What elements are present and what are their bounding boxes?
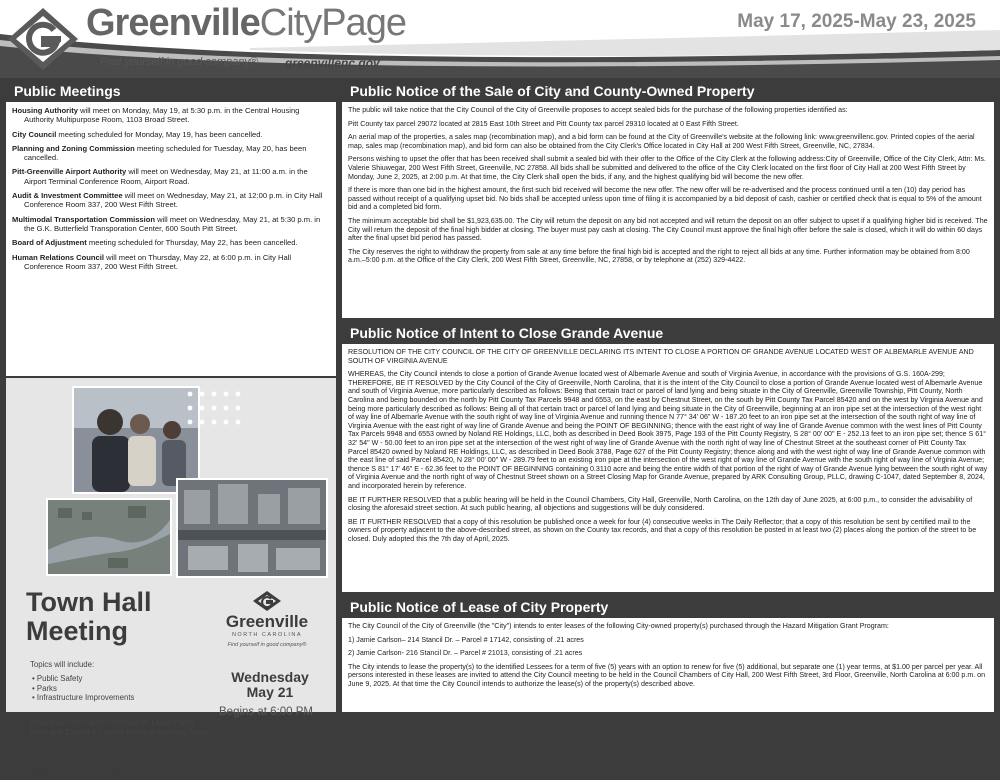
grande-notice-heading: Public Notice of Intent to Close Grande Avenue	[342, 322, 994, 344]
topic-item: • Infrastructure Improvements	[32, 693, 134, 703]
aerial-photo-downtown	[176, 478, 328, 578]
town-hall-date	[216, 670, 324, 700]
notice-paragraph: The City reserves the right to withdraw the property from sale at any time before the final high bid is accepted and the right to reject all bids at any time. Further information may be obtained from 8:00 a.m.–5:00 p.m. at the Office of the City Clerk, 200 West Fifth Street, Greenville, NC, 27858, or by telephone at (252) 329-4422.	[348, 247, 970, 265]
meeting-item: Planning and Zoning Commission meeting scheduled for Tuesday, May 20, has been cancelled.	[12, 143, 307, 163]
town-hall-time: Begins at 6:00 PM	[219, 706, 313, 718]
venue-address: 200 West Fifth Street • Greenville	[30, 768, 186, 780]
town-hall-title	[26, 588, 152, 646]
meeting-item: Board of Adjustment meeting scheduled for Thursday, May 22, has been cancelled.	[12, 238, 298, 248]
topic-item: • Parks	[32, 684, 134, 694]
town-hall-date-value: May 21	[246, 684, 294, 700]
brand-name	[86, 2, 406, 45]
right-column	[342, 80, 994, 712]
meeting-item: Housing Authority will meet on Monday, May 19, at 5:30 p.m. in the Central Housing Authority Multipurpose Room, 1103 Broad Street.	[12, 106, 300, 125]
logo-state: NORTH CAROLINA	[231, 632, 303, 638]
town-hall-title-line1: Town Hall	[26, 587, 152, 617]
aerial-photo-river	[46, 498, 172, 576]
notice-paragraph: An aerial map of the properties, a sales map (recombination map), and a bid form can be found at the City of Greenville's website at the following link: www.greenvillenc.gov. Printed copies of the aerial map, sales map (recombination map), and bid form can also be obtained from the City Clerk's Office located in City Hall at 200 West Fifth Street, Greenville, NC, 27834.	[348, 133, 975, 150]
greenville-nc-logo	[212, 590, 322, 660]
meeting-item: Pitt-Greenville Airport Authority will meet on Wednesday, May 21, at 11:00 a.m. in the Airport Terminal Conference Room, Airport Road.	[12, 167, 308, 186]
grande-notice-body	[342, 344, 994, 592]
issue-date-range: May 17, 2025-May 23, 2025	[737, 11, 976, 32]
greenville-g-logo-icon	[6, 6, 80, 72]
lease-notice-heading: Public Notice of Lease of City Property	[342, 596, 994, 618]
notice-paragraph: The public will take notice that the City Council of the City of Greenville proposes to accept sealed bids for the purchase of the following properties identified as:	[348, 106, 848, 114]
public-meetings-heading: Public Meetings	[6, 80, 336, 102]
masthead-tagline: Find yourself in good company®	[100, 56, 258, 68]
notice-paragraph: BE IT FURTHER RESOLVED that a copy of this resolution be published once a week for four (4) consecutive weeks in The Daily Reflector; that a copy of this resolution be sent by certified mail to the owners of property adjacent to the above-described street, as shown on the County tax records, and that a copy of this resolution be posted in at least two (2) places along the portion of the street to be closed. Duly adopted this the 7th day of April, 2025.	[348, 517, 977, 543]
hosted-by: Hosted by City Council Member At-Large Portia Willis and District 4 Council Member Matthew Scully	[30, 718, 210, 737]
notice-paragraph: RESOLUTION OF THE CITY COUNCIL OF THE CITY OF GREENVILLE DECLARING ITS INTENT TO CLOSE A PORTION OF GRANDE AVENUE LOCATED WEST OF ALBEMARLE AVENUE AND SOUTH OF VIRGINIA AVENUE	[348, 348, 974, 365]
venue-name: City Hall Council Chambers	[30, 752, 188, 766]
lease-notice-body	[342, 618, 994, 712]
town-hall-day: Wednesday	[231, 669, 309, 685]
notice-paragraph: The City Council of the City of Greenville (the "City") intends to enter leases of the following City-owned property(s) purchased through the Hazard Mitigation Grant Program:	[348, 622, 889, 630]
greenville-g-small-logo-icon	[252, 590, 282, 612]
notice-paragraph: WHEREAS, the City Council intends to close a portion of Grande Avenue located west of Albemarle Avenue and south of Virginia Avenue, in accordance with the provisions of G.S. 160A-299; THEREFORE, BE IT RESOLVED by the City Council of the City of Greenville, North Carolina, that it is the intent of the City Council to close a portion of Grande Avenue located west of Albemarle Avenue and south of Virginia Avenue, more particularly described as follows: Being that certain tract or parcel of land lying and being situate in the City of Greenville, Greenville Township, Pitt County, North Carolina and being bounded on the north by Pitt County Tax Parcels 9948 and 6553, on the east by Chestnut Street, on the south by Pitt County Tax Parcel 85420 and on the west by Virginia Avenue and being more particularly described as follows: Being all of that certain tract or parcel of land lying and being situate in the City of Greenville, beginning at an iron pipe set at the intersection of the west right of way line of Albemarle Avenue with the south right of way line of Virginia Avenue and running thence N 77° 34' 06" W - 187.20 feet to an iron pipe set at the intersection of the south right of way line of Virginia Avenue with the east right of way line of Grande Avenue and being the POINT OF BEGINNING; thence with the east right of way line of Grande Avenue common with the west lines of Pitt County Tax Parcels 9948 and 6553 owned by Noland RE Holdings, LLC, both as described in Deed Book 3975, Page 193 of the Pitt County Registry, S 28° 00' 00" E - 252.13 feet to an iron pipe set; thence S 61° 32' 54" W - 50.00 feet to an iron pipe set at the intersection of the west right of way line of Grande Avenue with the north right of way line of Chestnut Street at the southeast corner of Pitt County Tax Parcel 85420 owned by Noland RE Holdings, LLC, as described in Deed Book 3788, Page 627 of the Pitt County Registry; thence along and with the west right of way line of Grande Avenue common with the east line of said Parcel 85420, N 28° 00' 00" W - 289.79 feet to an existing iron pipe at the intersection of the west right of way line of Grande Avenue with the south right of way line of Virginia Avenue; thence S 81° 17' 46" E - 62.36 feet to the POINT OF BEGINNING containing 0.3110 acre and being the entire width of that portion of the right of way of Grande Avenue lying between the south right of way of Virginia Avenue and the north right of way of Chestnut Street shown on a Street Closing Map for Grande Avenue, prepared by ARK Consulting Group, PLLC, drawing C-1047, dated September 8, 2024, and incorporated herein by reference.	[348, 370, 988, 490]
meeting-item: Audit & Investment Committee will meet on Wednesday, May 21, at 12:00 p.m. in City Hall Conference Room 337, 200 West Fifth Street.	[12, 191, 323, 210]
meeting-item: City Council meeting scheduled for Monday, May 19, has been cancelled.	[12, 129, 263, 139]
town-hall-flyer	[6, 378, 336, 718]
decorative-dots-icon	[184, 388, 244, 428]
logo-tagline: Find yourself in good company®	[227, 642, 307, 648]
topics-intro: Topics will include:	[30, 660, 95, 669]
notice-paragraph: BE IT FURTHER RESOLVED that a public hearing will be held in the Council Chambers, City Hall, Greenville, North Carolina, on the 12th day of June 2025, at 6:00 p.m., to consider the advisability of closing the aforesaid street section. At such public hearing, all objections and suggestions will be duly considered.	[348, 495, 973, 513]
notice-paragraph: Pitt County tax parcel 29072 located at 2815 East 10th Street and Pitt County tax parcel 29310 located at 0 East Fifth Street.	[348, 119, 739, 128]
meeting-item: Multimodal Transportation Commission will meet on Wednesday, May 21, at 5:30 p.m. in the G.K. Butterfield Transporation Center, 600 South Pitt Street.	[12, 214, 321, 233]
notice-paragraph: 2) Jamie Carlson- 216 Stancil Dr. – Parcel # 21013, consisting of .21 acres	[348, 649, 583, 658]
topics-list	[32, 674, 134, 703]
notice-paragraph: If there is more than one bid in the highest amount, the first such bid received will become the new offer. The new offer will be re-advertised and the process continued until a ten (10) day period has passed without receipt of a qualifying upset bid. No bids shall be accepted unless upon time of filing it is accompanied by a bid deposit of cash, cashier or certified check that is equal to 5% of the amount bid and a completed bid form.	[348, 186, 982, 212]
town-hall-title-line2: Meeting	[26, 616, 129, 646]
masthead	[0, 0, 1000, 78]
notice-paragraph: 1) Jamie Carlson– 214 Stancil Dr. – Parcel # 17142, consisting of .21 acres	[348, 635, 584, 644]
left-column	[6, 80, 336, 718]
sale-notice-heading: Public Notice of the Sale of City and County-Owned Property	[342, 80, 994, 102]
notice-paragraph: The minimum acceptable bid shall be $1,923,635.00. The City will return the deposit on any bid not accepted and will return the deposit on an offer subject to upset if a qualifying higher bid is received. The City will return the deposit of the final high bidder at closing. The buyer must pay cash at closing. The City Council must approve the final high offer before the sale is closed, which it will do within 60 days after the final upset bid period has passed.	[348, 216, 988, 243]
brand-name-light: CityPage	[259, 2, 406, 44]
meeting-item: Human Relations Council will meet on Thursday, May 22, at 6:00 p.m. in City Hall Conference Room 337, 200 West Fifth Street.	[12, 252, 292, 271]
public-meetings-list	[6, 102, 336, 376]
notice-paragraph: The City intends to lease the property(s) to the identified Lessees for a term of five (5) years with an option to renew for five (5) additional, but separate one (1) year terms, at $1.00 per parcel per year. All persons interested in these leases are invited to attend the City Council meeting to be held in the Council Chambers of City Hall, 200 West Fifth Street, 3rd Floor, Greenville, North Carolina at 6:00 p.m. on June 9, 2025. At that time the City Council intends to authorize the lease(s) of the property(s) described above.	[348, 662, 986, 688]
topic-item: • Public Safety	[32, 674, 134, 684]
website-link[interactable]: greenvillenc.gov	[285, 56, 380, 70]
sale-notice-body	[342, 102, 994, 318]
brand-name-bold: Greenville	[86, 2, 260, 44]
logo-name: Greenville	[225, 612, 309, 631]
notice-paragraph: Persons wishing to upset the offer that has been received shall submit a sealed bid with their offer to the Office of the City Clerk at the following address:City of Greenville, Office of the City Clerk, Attn: Ms. Valerie Shiuwegar, 200 West Fifth Street, Greenville, NC 27858. All bids shall be submitted and delivered to the office of the City Clerk located on the first floor of City Hall at 200 West Fifth Street by Monday, June 2, 2025, at 2:00 p.m. At that time, the City Clerk shall open the bids, if any, and the highest qualifying bid will become the new offer.	[348, 155, 986, 181]
